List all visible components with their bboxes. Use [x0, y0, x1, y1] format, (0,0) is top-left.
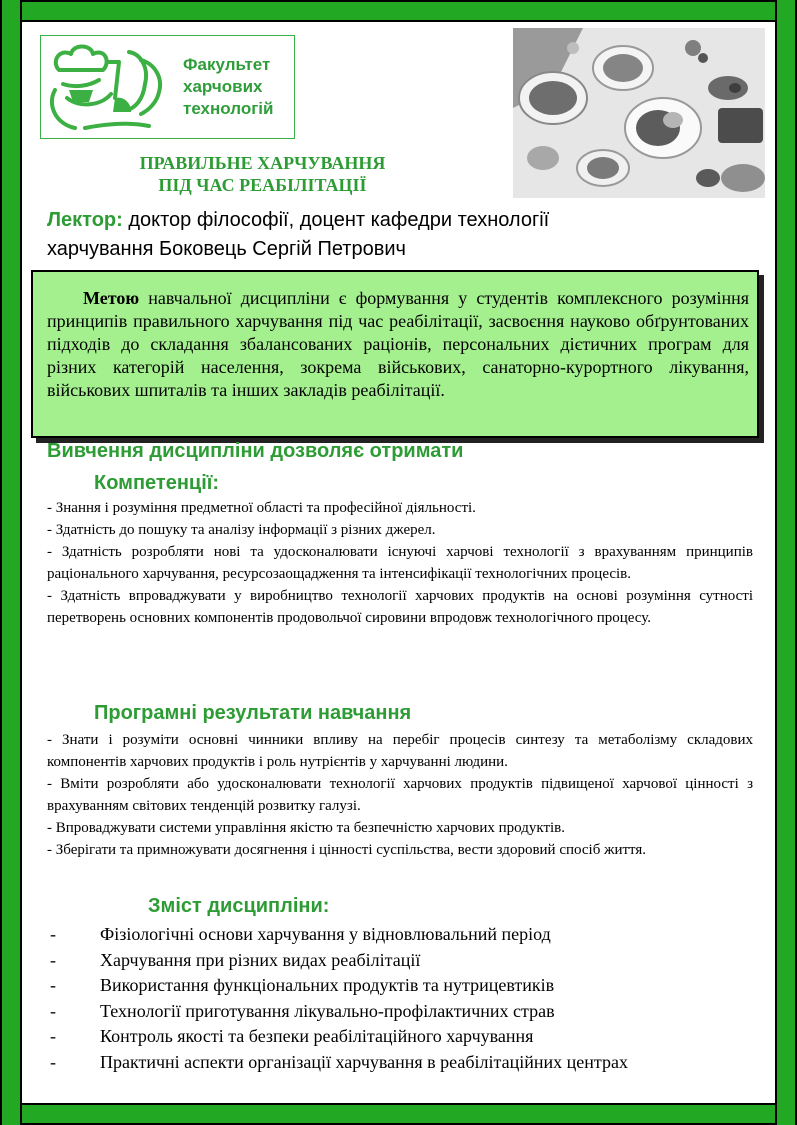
- course-topic: Використання функціональних продуктів та нутрицевтиків: [100, 975, 555, 995]
- faculty-name-line-1: Факультет: [183, 55, 271, 74]
- healthy-food-photo: [513, 28, 765, 198]
- competence-item: - Здатність впроваджувати у виробництво технології харчових продуктів на основі розуміння сутності перетворень основних компонентів продовольчої сировини впродовж технологічного процесу.: [47, 588, 753, 626]
- list-item: - Контроль якості та безпеки реабілітаційного харчування: [50, 1024, 765, 1050]
- competences-heading: Компетенції:: [94, 472, 220, 494]
- frame-bottom-bar: [0, 1103, 797, 1125]
- lecturer-text-line-1: доктор філософії, доцент кафедри технології: [122, 209, 550, 231]
- lecturer-info: [47, 206, 767, 264]
- faculty-name-line-2: харчових: [183, 77, 263, 96]
- learning-outcome-item: - Знати і розуміти основні чинники впливу на перебіг процесів синтезу та метаболізму складових компонентів харчових продуктів і роль нутрієнтів у харчуванні людини.: [47, 732, 753, 770]
- page-title-line-1: ПРАВИЛЬНЕ ХАРЧУВАННЯ: [139, 153, 386, 173]
- list-item: - Харчування при різних видах реабілітації: [50, 948, 765, 974]
- faculty-name: [183, 54, 273, 120]
- frame-right-bar: [775, 0, 797, 1125]
- learning-outcome-item: - Зберігати та примножувати досягнення і цінності суспільства, вести здоровий спосіб життя.: [47, 842, 647, 858]
- frame-top-bar: [0, 0, 797, 22]
- healthy-food-photo-art: [513, 28, 765, 198]
- competences-list: [47, 497, 753, 629]
- course-topic: Фізіологічні основи харчування у відновлювальний період: [100, 924, 551, 944]
- learning-outcome-item: - Вміти розробляти або удосконалювати технології харчових продуктів підвищеної харчової цінності з врахуванням світових тенденцій розвитку галузі.: [47, 776, 753, 814]
- course-topic: Технології приготування лікувально-профілактичних страв: [100, 1000, 555, 1021]
- frame-left-bar: [0, 0, 22, 1125]
- learning-outcomes-heading: Програмні результати навчання: [94, 702, 412, 724]
- learning-outcome-item: - Впроваджувати системи управління якістю та безпечністю харчових продуктів.: [47, 820, 566, 836]
- competences-intro-heading: Вивчення дисципліни дозволяє отримати: [47, 440, 464, 462]
- course-content-list: [50, 922, 765, 1075]
- faculty-name-line-3: технологій: [183, 99, 274, 118]
- lecturer-text-line-2: харчування Боковець Сергій Петрович: [47, 238, 406, 260]
- course-topic: Контроль якості та безпеки реабілітаційного харчування: [100, 1026, 534, 1046]
- course-goal-keyword: Метою: [83, 288, 140, 308]
- chef-hat-food-icon: [45, 40, 175, 134]
- competence-item: - Здатність до пошуку та аналізу інформації з різних джерел.: [47, 522, 436, 538]
- course-content-heading: Зміст дисципліни:: [148, 895, 330, 917]
- list-item: - Використання функціональних продуктів та нутрицевтиків: [50, 973, 765, 999]
- list-item: - Практичні аспекти організації харчування в реабілітаційних центрах: [50, 1050, 765, 1076]
- learning-outcomes-list: [47, 729, 753, 861]
- page-title: [40, 152, 485, 196]
- course-topic: Харчування при різних видах реабілітації: [100, 949, 421, 970]
- lecturer-label: Лектор:: [47, 209, 123, 231]
- course-topic: Практичні аспекти організації харчування в реабілітаційних центрах: [100, 1051, 628, 1072]
- course-goal-body: навчальної дисципліни є формування у студентів комплексного розуміння принципів правильного харчування під час реабілітації, засвоєння науково обґрунтованих підходів до складання збалансованих раціонів, персональних дієтичних програм для різних категорій населення, зокрема військових, санаторно-курортного лікування, військових шпиталів та інших закладів реабілітації.: [47, 288, 749, 400]
- faculty-logo: [40, 35, 295, 139]
- course-goal-text: [47, 287, 749, 402]
- competence-item: - Знання і розуміння предметної області та професійної діяльності.: [47, 500, 476, 516]
- competence-item: - Здатність розробляти нові та удосконалювати існуючі харчові технології з врахуванням принципів раціонального харчування, ресурсозаощадження та інтенсифікації технологічних процесів.: [47, 544, 753, 582]
- list-item: - Технології приготування лікувально-профілактичних страв: [50, 999, 765, 1025]
- page-title-line-2: ПІД ЧАС РЕАБІЛІТАЦІЇ: [158, 175, 367, 195]
- list-item: - Фізіологічні основи харчування у відновлювальний період: [50, 922, 765, 948]
- course-goal-box: [31, 270, 759, 438]
